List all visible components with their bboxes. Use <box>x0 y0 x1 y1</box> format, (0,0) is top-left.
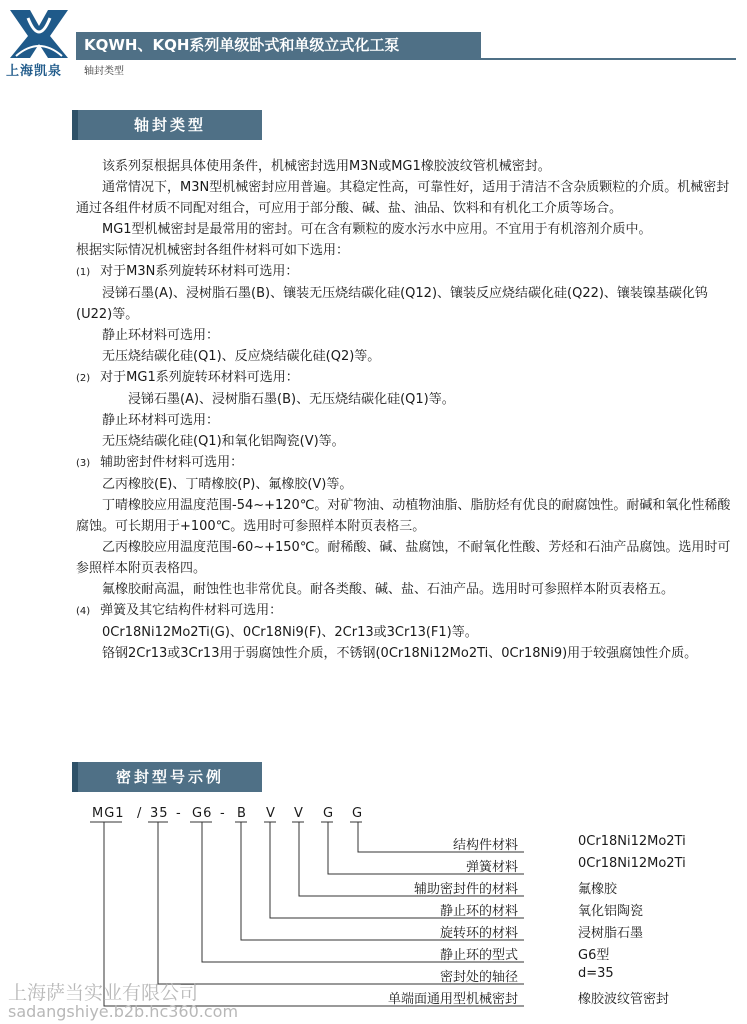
code-seg-stationary: V <box>266 806 276 821</box>
row-value: d=35 <box>578 966 614 981</box>
code-seg-structure: G <box>352 806 364 821</box>
item-number: (3) <box>76 458 91 469</box>
item-line: 静止环材料可选用： <box>102 413 220 428</box>
code-seg-series: MG1 <box>92 806 125 821</box>
item-line: 氟橡胶耐高温，耐蚀性也非常优良。耐各类酸、碱、盐、石油产品。选用时可参照样本附页表格五。 <box>102 582 675 597</box>
code-sep: - <box>220 806 226 821</box>
code-seg-shaft: 35 <box>150 806 169 821</box>
code-seg-rotating: B <box>237 806 247 821</box>
item-number: (2) <box>76 373 91 384</box>
item-line: 无压烧结碳化硅(Q1)和氧化铝陶瓷(V)等。 <box>102 434 345 449</box>
paragraph: MG1型机械密封是最常用的密封。可在含有颗粒的废水污水中应用。不宜用于有机溶剂介质中。 <box>102 222 652 237</box>
code-seg-spring: G <box>323 806 335 821</box>
row-value: G6型 <box>578 948 610 963</box>
item-number: (4) <box>76 606 91 617</box>
row-label: 弹簧材料 <box>465 860 518 875</box>
row-value: 氧化铝陶瓷 <box>578 904 644 919</box>
paragraph: 通常情况下，M3N型机械密封应用普遍。其稳定性高，可靠性好，适用于清洁不含杂质颗粒的介质。机械密封通过各组件材质不同配对组合，可应用于部分酸、碱、盐、油品、饮料和有机化工介质等场合。 <box>76 180 730 216</box>
row-value: 橡胶波纹管密封 <box>578 992 670 1007</box>
item-head: 弹簧及其它结构件材料可选用： <box>100 603 283 618</box>
row-label: 单端面通用型机械密封 <box>387 992 518 1007</box>
item-line: 丁晴橡胶应用温度范围-54~+120℃。对矿物油、动植物油脂、脂肪烃有优良的耐腐蚀性。耐碱和氧化性稀酸腐蚀。可长期用于+100℃。选用时可参照样本附页表格三。 <box>76 498 731 534</box>
section-title-shaft-seal: 轴封类型 <box>78 110 262 140</box>
row-label: 静止环的型式 <box>439 948 518 963</box>
row-label: 旋转环的材料 <box>439 926 518 941</box>
code-sep: / <box>137 806 143 821</box>
paragraph: 该系列泵根据具体使用条件，机械密封选用M3N或MG1橡胶波纹管机械密封。 <box>102 159 551 174</box>
row-value: 0Cr18Ni12Mo2Ti <box>578 834 686 849</box>
item-line: 浸锑石墨(A)、浸树脂石墨(B)、镶装无压烧结碳化硅(Q12)、镶装反应烧结碳化硅(Q22)、镶装镍基碳化钨(U22)等。 <box>76 286 708 322</box>
item-head: 对于M3N系列旋转环材料可选用： <box>100 264 299 279</box>
code-sep: - <box>176 806 182 821</box>
watermark-url: sadangshiye.b2b.hc360.com <box>8 1002 239 1021</box>
item-line: 铬钢2Cr13或3Cr13用于弱腐蚀性介质，不锈钢(0Cr18Ni12Mo2Ti、0Cr18Ni9)用于较强腐蚀性介质。 <box>102 646 698 661</box>
row-value: 氟橡胶 <box>578 882 618 897</box>
item-line: 静止环材料可选用： <box>102 328 220 343</box>
row-label: 辅助密封件的材料 <box>413 882 518 897</box>
item-line: 乙丙橡胶(E)、丁晴橡胶(P)、氟橡胶(V)等。 <box>102 477 353 492</box>
row-value: 0Cr18Ni12Mo2Ti <box>578 856 686 871</box>
item-line: 0Cr18Ni12Mo2Ti(G)、0Cr18Ni9(F)、2Cr13或3Cr13(F1)等。 <box>102 625 478 640</box>
page-subtitle: 轴封类型 <box>84 66 124 77</box>
row-value: 浸树脂石墨 <box>578 926 644 941</box>
item-line: 无压烧结碳化硅(Q1)、反应烧结碳化硅(Q2)等。 <box>102 349 381 364</box>
watermark-company: 上海萨当实业有限公司 <box>8 982 199 1004</box>
logo-text: 上海凯泉 <box>6 64 63 79</box>
section-title-seal-model: 密封型号示例 <box>78 762 262 792</box>
row-label: 密封处的轴径 <box>439 970 518 985</box>
item-line: 乙丙橡胶应用温度范围-60~+150℃。耐稀酸、碱、盐腐蚀，不耐氧化性酸、芳烃和石油产品腐蚀。选用时可参照样本附页表格四。 <box>76 540 731 576</box>
code-seg-stationary-type: G6 <box>192 806 213 821</box>
item-head: 对于MG1系列旋转环材料可选用： <box>100 370 299 385</box>
row-label: 静止环的材料 <box>439 904 518 919</box>
item-line: 浸锑石墨(A)、浸树脂石墨(B)、无压烧结碳化硅(Q1)等。 <box>128 392 455 407</box>
item-head: 辅助密封件材料可选用： <box>100 455 244 470</box>
item-number: (1) <box>76 267 91 278</box>
page-title: KQWH、KQH系列单级卧式和单级立式化工泵 <box>76 32 481 58</box>
row-label: 结构件材料 <box>452 838 518 853</box>
paragraph: 根据实际情况机械密封各组件材料可如下选用： <box>76 243 350 258</box>
code-seg-auxiliary: V <box>294 806 304 821</box>
